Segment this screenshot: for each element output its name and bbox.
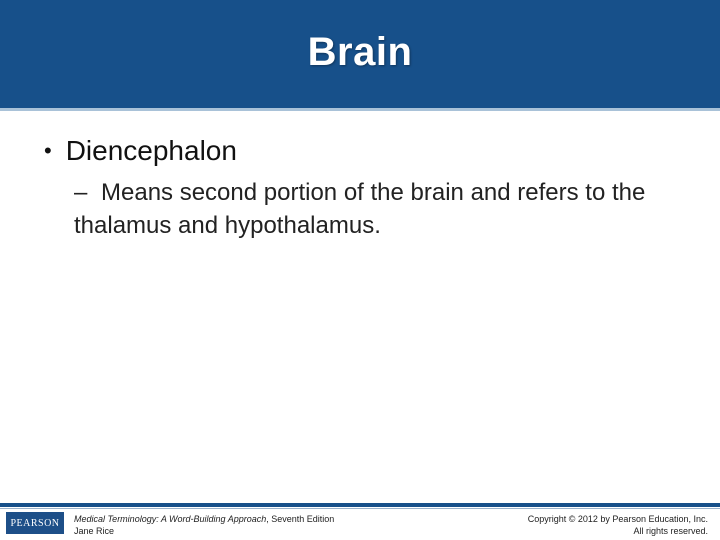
footer-citation <box>74 513 334 537</box>
bullet-marker: • <box>44 138 52 163</box>
footer-copyright <box>528 513 708 537</box>
sub-bullet-marker: – <box>74 179 88 206</box>
sub-bullet-text: Means second portion of the brain and refers to the thalamus and hypothalamus. <box>74 179 646 239</box>
footer-divider <box>0 503 720 507</box>
bullet-item <box>44 135 237 167</box>
title-bar <box>0 0 720 111</box>
logo-text: PEARSON <box>10 517 60 529</box>
sub-bullet-item <box>74 176 694 242</box>
author-name: Jane Rice <box>74 526 115 536</box>
slide-title: Brain <box>307 30 413 74</box>
bullet-text: Diencephalon <box>65 135 237 166</box>
book-title: Medical Terminology: A Word-Building Approach <box>74 514 267 524</box>
book-edition: , Seventh Edition <box>266 514 335 524</box>
copyright-text: Copyright © 2012 by Pearson Education, Inc. <box>527 514 708 524</box>
footer-divider-thin <box>0 508 720 509</box>
pearson-logo <box>6 512 64 534</box>
rights-text: All rights reserved. <box>633 526 708 536</box>
